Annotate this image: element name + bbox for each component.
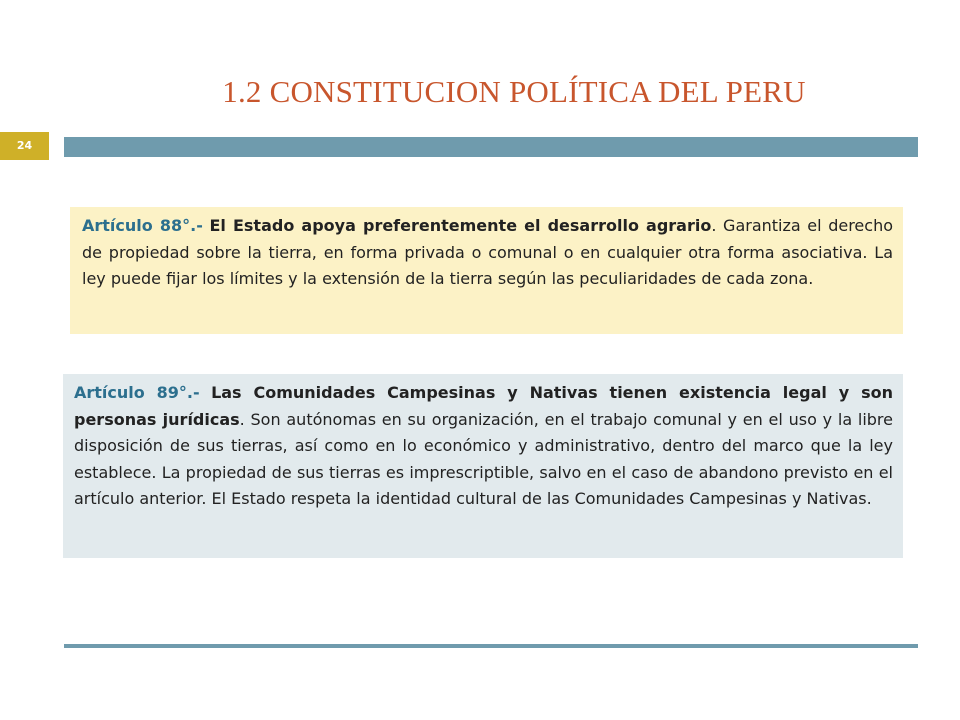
article-89-box bbox=[63, 374, 903, 558]
article-88-body: . Garantiza el derecho de propiedad sobre la tierra, en forma privada o comunal o en cualquier otra forma asociativa. La ley puede fijar los límites y la extensión de la tierra según las peculiaridades de cada zona. bbox=[82, 216, 894, 289]
article-88-label: Artículo 88°.- bbox=[82, 216, 203, 235]
bottom-rule bbox=[64, 644, 918, 648]
article-89-label: Artículo 89°.- bbox=[74, 383, 200, 402]
slide-title: 1.2 CONSTITUCION POLÍTICA DEL PERU bbox=[222, 74, 806, 109]
article-88-box bbox=[70, 207, 903, 334]
article-89-body: . Son autónomas en su organización, en el trabajo comunal y en el uso y la libre disposición de sus tierras, así como en lo económico y administrativo, dentro del marco que la ley establece. La propiedad de sus tierras es imprescriptible, salvo en el caso de abandono previsto en el artículo anterior. El Estado respeta la identidad cultural de las Comunidades Campesinas y Nativas. bbox=[74, 409, 894, 509]
article-88-lead: El Estado apoya preferentemente el desarrollo agrario bbox=[209, 216, 712, 235]
page-number-badge: 24 bbox=[0, 132, 49, 160]
header-bar bbox=[64, 137, 918, 157]
article-89-lead: Las Comunidades Campesinas y Nativas tienen existencia legal y son personas jurídicas bbox=[74, 383, 893, 429]
